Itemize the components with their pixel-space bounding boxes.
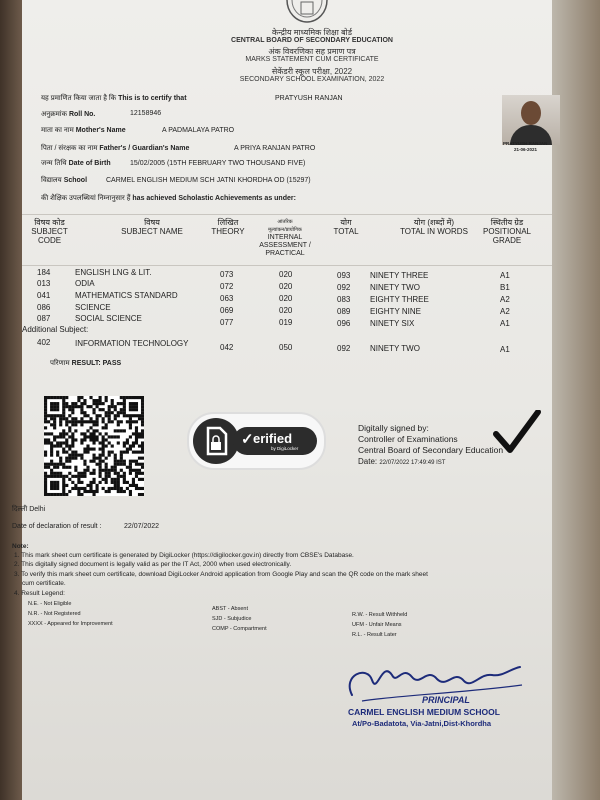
note-3: 3. To verify this mark sheet cum certificate, download DigiLocker Android application from Google Play and scan the QR code on the mark sheet — [14, 571, 428, 578]
school-english: School — [63, 177, 88, 184]
declaration-date: 22/07/2022 — [124, 523, 160, 530]
certify-line — [41, 94, 187, 103]
dob-english: Date of Birth — [68, 160, 111, 167]
additional-ia: 050 — [279, 343, 293, 352]
place — [12, 505, 45, 514]
table-header-line — [22, 265, 552, 266]
signed-line3: Central Board of Secondary Education — [358, 445, 504, 455]
header-code-hindi: विषय कोड — [34, 218, 65, 227]
header-theory-label: THEORY — [211, 227, 245, 236]
legend-ufm: UFM - Unfair Means — [352, 622, 402, 628]
row-4-theory: 077 — [220, 318, 234, 327]
additional-subject-label: Additional Subject: — [22, 325, 89, 334]
note-3b: cum certificate. — [22, 580, 66, 587]
header-total — [324, 218, 368, 236]
row-3-code: 086 — [37, 303, 51, 312]
row-4-code: 087 — [37, 314, 51, 323]
row-2-total: 083 — [337, 295, 351, 304]
school-hindi: विद्यालय — [41, 177, 62, 184]
row-4-total: 096 — [337, 319, 351, 328]
row-3-ia: 020 — [279, 306, 293, 315]
table-top-line — [22, 214, 552, 215]
certificate-title: MARKS STATEMENT CUM CERTIFICATE — [245, 56, 379, 63]
row-1-name: ODIA — [75, 279, 95, 288]
roll-english: Roll No. — [68, 111, 96, 118]
legend-nr: N.R. - Not Registered — [28, 611, 81, 617]
additional-code: 402 — [37, 338, 51, 347]
verified-badge — [187, 412, 326, 470]
header-words-hindi: योग (शब्दों में) — [413, 218, 455, 227]
note-title: Note: — [12, 543, 29, 550]
row-0-name: ENGLISH LNG & LIT. — [75, 268, 152, 277]
place-english: Delhi — [29, 506, 46, 513]
header-grade — [477, 218, 537, 245]
additional-theory: 042 — [220, 343, 234, 352]
legend-abst: ABST - Absent — [212, 606, 248, 612]
row-2-grade: A2 — [500, 295, 510, 304]
signed-date — [358, 457, 445, 466]
legend-ne: N.E. - Not Eligible — [28, 601, 72, 607]
legend-xxxx: XXXX - Appeared for Improvement — [28, 621, 113, 627]
header-theory — [208, 218, 248, 236]
row-2-theory: 063 — [220, 294, 234, 303]
header-subject-label: SUBJECT NAME — [121, 227, 183, 236]
father-label — [41, 144, 189, 153]
student-photo — [502, 95, 560, 145]
principal-school: CARMEL ENGLISH MEDIUM SCHOOL — [348, 707, 500, 717]
photo-caption-date: 21-06-2021 — [514, 147, 538, 152]
header-grade-label: POSITIONAL — [482, 227, 531, 236]
row-0-code: 184 — [37, 268, 51, 277]
row-4-name: SOCIAL SCIENCE — [75, 314, 142, 323]
digital-signature — [354, 410, 544, 474]
certificate-title-hindi: अंक विवरणिका सह प्रमाण पत्र — [268, 47, 356, 56]
signature-check-icon — [492, 410, 542, 454]
father-name: A PRIYA RANJAN PATRO — [234, 145, 316, 152]
certify-english: This is to certify that — [118, 95, 187, 102]
principal-address: At/Po-Badatota, Via-Jatni,Dist-Khordha — [352, 719, 492, 728]
note-4: 4. Result Legend: — [14, 590, 65, 597]
row-1-code: 013 — [37, 279, 51, 288]
legend-rw: R.W. - Result Withheld — [352, 612, 408, 618]
row-4-grade: A1 — [500, 319, 510, 328]
mother-label — [41, 126, 126, 135]
result-label: RESULT: PASS — [71, 360, 122, 367]
header-words — [384, 218, 484, 236]
row-3-theory: 069 — [220, 306, 234, 315]
row-1-ia: 020 — [279, 282, 293, 291]
achievement-line — [41, 194, 296, 203]
header-code-label: SUBJECT — [31, 227, 68, 236]
school-name: CARMEL ENGLISH MEDIUM SCH JATNI KHORDHA OD (15297) — [106, 177, 311, 184]
additional-name: INFORMATION TECHNOLOGY — [75, 339, 189, 348]
row-0-ia: 020 — [279, 270, 293, 279]
signed-line2: Controller of Examinations — [358, 434, 458, 444]
qr-code[interactable] — [44, 396, 144, 496]
roll-number: 12158946 — [130, 110, 162, 117]
dob-hindi: जन्म तिथि — [41, 160, 67, 167]
header-total-hindi: योग — [340, 218, 352, 227]
header-ia-label2: ASSESSMENT / — [259, 242, 311, 249]
mother-name: A PADMALAYA PATRO — [162, 127, 235, 134]
row-3-total: 089 — [337, 307, 351, 316]
board-name-hindi: केन्द्रीय माध्यमिक शिक्षा बोर्ड — [272, 28, 352, 37]
row-1-total: 092 — [337, 283, 351, 292]
header-ia-label3: PRACTICAL — [265, 250, 305, 257]
row-4-words: NINETY SIX — [370, 319, 415, 328]
note-2: 2. This digitally signed document is legally valid as per the IT Act, 2000 when used electronically. — [14, 561, 292, 568]
row-1-words: NINETY TWO — [370, 283, 420, 292]
header-theory-hindi: लिखित — [217, 218, 239, 227]
declaration-label: Date of declaration of result : — [12, 523, 102, 530]
check-icon: ✓ — [241, 431, 254, 448]
father-hindi: पिता / संरक्षक का नाम — [41, 145, 98, 152]
principal-title: PRINCIPAL — [422, 695, 470, 705]
header-subject — [102, 218, 202, 236]
roll-hindi: अनुक्रमांक — [41, 111, 67, 118]
verified-by: by DigiLocker — [271, 446, 299, 451]
row-0-grade: A1 — [500, 271, 510, 280]
exam-title-hindi: सेकेंडरी स्कूल परीक्षा, 2022 — [271, 67, 353, 76]
row-3-name: SCIENCE — [75, 303, 111, 312]
row-2-code: 041 — [37, 291, 51, 300]
marksheet — [12, 0, 552, 800]
dob-value: 15/02/2005 (15TH FEBRUARY TWO THOUSAND FIVE) — [130, 160, 306, 167]
header-grade-label2: GRADE — [492, 236, 522, 245]
achievement-english: has achieved Scholastic Achievements as under: — [132, 195, 296, 202]
photo-head — [521, 101, 541, 125]
header-ia-hindi2: मूल्यांकन/प्रायोगिक — [268, 227, 302, 233]
header-ia-hindi1: आंतरिक — [277, 219, 293, 225]
row-1-grade: B1 — [500, 283, 510, 292]
additional-grade: A1 — [500, 345, 510, 354]
header-code — [27, 218, 72, 245]
row-3-words: EIGHTY NINE — [370, 307, 421, 316]
signed-date-label: Date: — [358, 457, 378, 466]
header-words-label: TOTAL IN WORDS — [400, 227, 468, 236]
father-english: Father's / Guardian's Name — [99, 145, 190, 152]
board-name: CENTRAL BOARD OF SECONDARY EDUCATION — [231, 37, 393, 44]
legend-comp: COMP - Compartment — [212, 626, 267, 632]
row-0-words: NINETY THREE — [370, 271, 429, 280]
student-name: PRATYUSH RANJAN — [275, 95, 343, 102]
certify-hindi: यह प्रमाणित किया जाता है कि — [41, 95, 117, 102]
additional-total: 092 — [337, 344, 351, 353]
mother-english: Mother's Name — [75, 127, 126, 134]
header-code-label2: CODE — [37, 236, 62, 245]
row-2-words: EIGHTY THREE — [370, 295, 429, 304]
row-4-ia: 019 — [279, 318, 293, 327]
note-1: 1. This mark sheet cum certificate is generated by DigiLocker (https://digilocker.gov.in) directly from CBSE's Database. — [14, 552, 354, 559]
result-hindi: परिणाम — [50, 360, 70, 367]
header-ia-label1: INTERNAL — [267, 234, 303, 241]
mother-hindi: माता का नाम — [41, 127, 74, 134]
achievement-hindi: की शैक्षिक उपलब्धियां निम्नानुसार हैं — [41, 195, 131, 202]
school-label — [41, 176, 87, 185]
header-internal — [254, 218, 316, 258]
roll-label — [41, 110, 95, 119]
row-0-theory: 073 — [220, 270, 234, 279]
cbse-emblem-icon — [284, 0, 330, 26]
header-total-label: TOTAL — [333, 227, 359, 236]
place-hindi: दिल्ली — [12, 506, 28, 513]
row-0-total: 093 — [337, 271, 351, 280]
row-3-grade: A2 — [500, 307, 510, 316]
header-grade-hindi: स्थितीय ग्रेड — [490, 218, 524, 227]
row-2-name: MATHEMATICS STANDARD — [75, 291, 178, 300]
signed-date-value: 22/07/2022 17:49:49 IST — [379, 460, 446, 466]
result — [50, 359, 121, 368]
verified-label — [233, 427, 317, 455]
header-subject-hindi: विषय — [144, 218, 160, 227]
legend-sjd: SJD - Subjudice — [212, 616, 252, 622]
background-left — [0, 0, 22, 800]
dob-label — [41, 159, 111, 168]
signed-line1: Digitally signed by: — [358, 423, 429, 433]
exam-title: SECONDARY SCHOOL EXAMINATION, 2022 — [239, 76, 385, 83]
additional-words: NINETY TWO — [370, 344, 420, 353]
row-1-theory: 072 — [220, 282, 234, 291]
photo-caption-name: PRATYUSH RANJAN — [503, 141, 548, 146]
verified-text: erified — [253, 431, 293, 446]
legend-rl: R.L. - Result Later — [352, 632, 397, 638]
row-2-ia: 020 — [279, 294, 293, 303]
